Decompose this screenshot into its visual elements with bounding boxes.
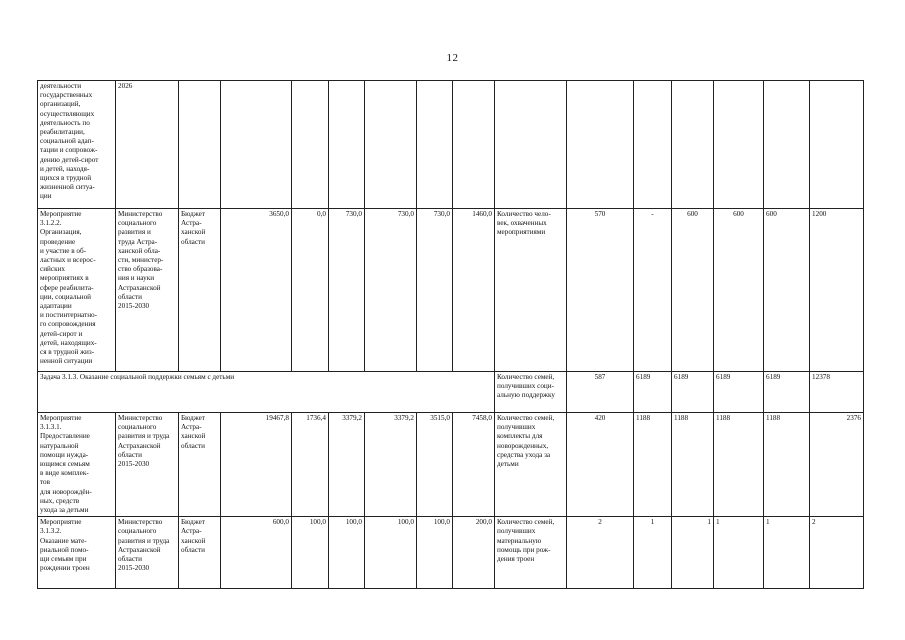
indicator-value-cell [764,81,810,209]
total-cell: 600,0 [221,517,292,589]
indicator-value-cell: 6189 [672,372,714,413]
indicator-value-cell [714,81,764,209]
year-value-cell [292,81,329,209]
year-value-cell: 100,0 [365,517,417,589]
indicator-cell: Количество семей, получивших соци- альную поддержку [495,372,567,413]
indicator-value-cell: 6189 [714,372,764,413]
year-value-cell [329,81,365,209]
total-cell [221,81,292,209]
indicator-value-cell: 1188 [714,413,764,517]
indicator-value-cell: 1 [672,517,714,589]
indicator-value-cell [672,81,714,209]
indicator-cell: Количество чело- век, охваченных мероприятиями [495,209,567,372]
indicator-cell: Количество семей, получивших материальную помощь при рож- дения троен [495,517,567,589]
indicator-value-cell: 600 [764,209,810,372]
total-cell: 19467,8 [221,413,292,517]
indicator-value-cell: 2 [567,517,634,589]
year-value-cell [365,81,417,209]
task-row [38,372,864,413]
funding-source-cell: Бюджет Астра- ханской области [179,413,221,517]
year-value-cell: 730,0 [329,209,365,372]
indicator-value-cell: 587 [567,372,634,413]
funding-source-cell: Бюджет Астра- ханской области [179,517,221,589]
year-value-cell: 1736,4 [292,413,329,517]
indicator-value-cell: 2376 [810,413,864,517]
indicator-value-cell: 420 [567,413,634,517]
year-value-cell: 3379,2 [329,413,365,517]
year-value-cell: 100,0 [292,517,329,589]
indicator-cell [495,81,567,209]
indicator-value-cell: 1200 [810,209,864,372]
year-value-cell: 7458,0 [453,413,495,517]
year-value-cell [417,81,453,209]
executor-cell: 2026 [116,81,179,209]
indicator-value-cell: 570 [567,209,634,372]
program-table [37,80,864,589]
indicator-value-cell: 1 [634,517,672,589]
year-value-cell: 0,0 [292,209,329,372]
year-value-cell [453,81,495,209]
executor-cell: Министерство социального развития и труда Астра- ханской обла- сти, министер- ство образова- ния и науки Астраханской области 2015-2030 [116,209,179,372]
indicator-value-cell: 1188 [764,413,810,517]
indicator-value-cell: 600 [714,209,764,372]
total-cell: 3650,0 [221,209,292,372]
year-value-cell: 1460,0 [453,209,495,372]
indicator-value-cell [634,81,672,209]
indicator-value-cell: 1 [714,517,764,589]
measure-description: Мероприятие 3.1.3.2. Оказание мате- риальной помо- щи семьям при рождении троен [38,517,116,589]
year-value-cell: 100,0 [417,517,453,589]
page-number: 12 [446,52,459,64]
table-row [38,413,864,517]
year-value-cell: 3379,2 [365,413,417,517]
indicator-value-cell: 1 [764,517,810,589]
indicator-value-cell: 600 [672,209,714,372]
year-value-cell: 730,0 [417,209,453,372]
indicator-value-cell: - [634,209,672,372]
indicator-cell: Количество семей, получивших комплекты для новорожденных, средства ухода за детьми [495,413,567,517]
indicator-value-cell [810,81,864,209]
table-row [38,81,864,209]
table-row [38,517,864,589]
year-value-cell: 100,0 [329,517,365,589]
year-value-cell: 200,0 [453,517,495,589]
executor-cell: Министерство социального развития и труда Астраханской области 2015-2030 [116,413,179,517]
indicator-value-cell: 12378 [810,372,864,413]
year-value-cell: 730,0 [365,209,417,372]
indicator-value-cell: 6189 [634,372,672,413]
measure-description: Мероприятие 3.1.2.2. Организация, проведение и участие в об- ластных и всерос- сийских мероприятиях в сфере реабилита- ции, социальной адаптации и постинтернатно- го сопровождения детей-сирот и детей, находящих- ся в трудной жиз- ненной ситуации [38,209,116,372]
funding-source-cell: Бюджет Астра- ханской области [179,209,221,372]
measure-description: деятельности государственных организаций, осуществляющих деятельность по реабилитации, социальной адап- тации и сопровож- дению детей-сирот и детей, находя- щихся в трудной жизненной ситуа- ции [38,81,116,209]
indicator-value-cell: 1188 [672,413,714,517]
indicator-value-cell: 6189 [764,372,810,413]
indicator-value-cell: 1188 [634,413,672,517]
table-row [38,209,864,372]
measure-description: Мероприятие 3.1.3.1. Предоставление натуральной помощи нужда- ющимся семьям в виде комплек- тов для новорождён- ных, средств ухода за детьми [38,413,116,517]
executor-cell: Министерство социального развития и труда Астраханской области 2015-2030 [116,517,179,589]
funding-source-cell [179,81,221,209]
indicator-value-cell [567,81,634,209]
task-title: Задача 3.1.3. Оказание социальной поддержки семьям с детьми [38,372,495,413]
indicator-value-cell: 2 [810,517,864,589]
year-value-cell: 3515,0 [417,413,453,517]
